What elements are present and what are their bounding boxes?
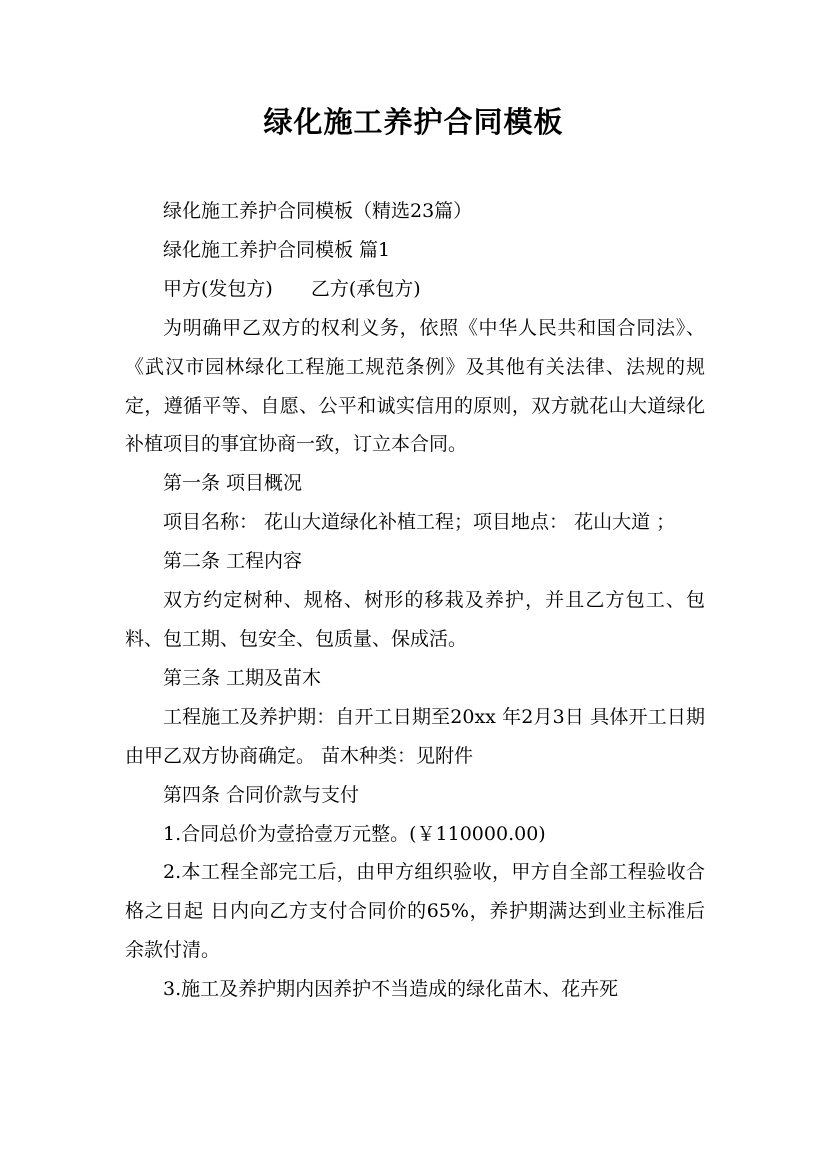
paragraph-parties: 甲方(发包方) 乙方(承包方): [163, 277, 421, 300]
article-4-item-2: 2.本工程全部完工后，由甲方组织验收，甲方自全部工程验收合格之日起 日内向乙方支付合同价的65%，养护期满达到业主标准后余款付清。: [125, 861, 705, 962]
article-2-content: 双方约定树种、规格、树形的移栽及养护，并且乙方包工、包料、包工期、包安全、包质量、保成活。: [125, 589, 705, 650]
article-4-item-3: 3.施工及养护期内因养护不当造成的绿化苗木、花卉死: [163, 978, 619, 1001]
document-body: [125, 192, 705, 1009]
paragraph-subtitle: 绿化施工养护合同模板（精选23篇）: [163, 200, 473, 222]
paragraph-preamble: 为明确甲乙双方的权利义务，依照《中华人民共和国合同法》、《武汉市园林绿化工程施工规范条例》及其他有关法律、法规的规定，遵循平等、自愿、公平和诚实信用的原则，双方就花山大道绿化补植项目的事宜协商一致，订立本合同。: [125, 316, 705, 456]
article-1-heading: 第一条 项目概况: [163, 472, 303, 495]
article-2-heading: 第二条 工程内容: [163, 550, 303, 573]
article-4-heading: 第四条 合同价款与支付: [163, 783, 360, 806]
article-1-content: 项目名称： 花山大道绿化补植工程；项目地点： 花山大道 ；: [163, 511, 676, 534]
article-4-item-1: 1.合同总价为壹拾壹万元整。(￥110000.00): [163, 822, 546, 845]
document-title: 绿化施工养护合同模板: [263, 105, 564, 139]
paragraph-section-heading: 绿化施工养护合同模板 篇1: [163, 238, 391, 261]
article-3-content: 工程施工及养护期：自开工日期至20xx 年2月3日 具体开工日期由甲乙双方协商确定。 苗木种类：见附件: [125, 705, 705, 767]
article-3-heading: 第三条 工期及苗木: [163, 666, 322, 689]
